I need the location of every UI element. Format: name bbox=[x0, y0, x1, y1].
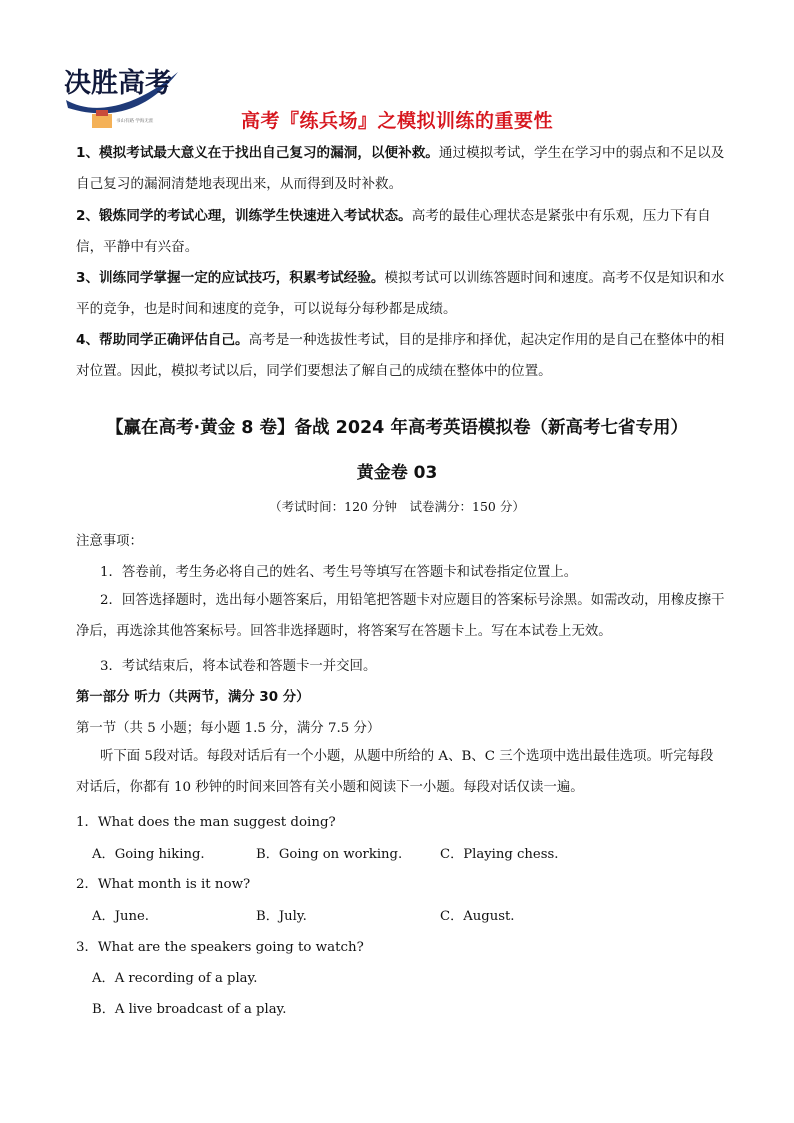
question-2-stem: 2．What month is it now? bbox=[76, 877, 251, 892]
question-3-stem: 3．What are the speakers going to watch? bbox=[76, 940, 364, 955]
notes-item-2: 2．回答选择题时，选出每小题答案后，用铅笔把答题卡对应题目的答案标号涂黑。如需改动，用橡皮擦干净后，再选涂其他答案标号。回答非选择题时，将答案写在答题卡上。写在本试卷上无效。 bbox=[76, 593, 725, 639]
section1-heading: 第一节（共 5 小题；每小题 1.5 分，满分 7.5 分） bbox=[76, 721, 381, 736]
question-3-option-a: A．A recording of a play. bbox=[92, 971, 258, 986]
section1-instructions: 听下面 5段对话。每段对话后有一个小题，从题中所给的 A、B、C 三个选项中选出最佳选项。听完每段对话后，你都有 10 秒钟的时间来回答有关小题和阅读下一小题。每段对话仅读一遍。 bbox=[76, 749, 714, 795]
question-3-option-b: B．A live broadcast of a play. bbox=[92, 1002, 287, 1017]
part1-heading: 第一部分 听力（共两节，满分 30 分） bbox=[76, 690, 310, 705]
importance-point-4: 4、帮助同学正确评估自己。高考是一种选拔性考试，目的是排序和择优，起决定作用的是自己在整体中的相对位置。因此，模拟考试以后，同学们要想法了解自己的成绩在整体中的位置。 bbox=[76, 332, 725, 379]
exam-time-info: （考试时间：120 分钟 试卷满分：150 分） bbox=[269, 499, 525, 514]
logo-tagline: 书山有路 学海无涯 bbox=[116, 119, 154, 124]
exam-subtitle: 黄金卷 03 bbox=[356, 463, 438, 483]
importance-point-3: 3、训练同学掌握一定的应试技巧，积累考试经验。模拟考试可以训练答题时间和速度。高考不仅是知识和水平的竞争，也是时间和速度的竞争，可以说每分每秒都是成绩。 bbox=[76, 270, 725, 317]
importance-point-2: 2、锻炼同学的考试心理，训练学生快速进入考试状态。高考的最佳心理状态是紧张中有乐观，压力下有自信，平静中有兴奋。 bbox=[76, 208, 711, 255]
importance-point-1: 1、模拟考试最大意义在于找出自己复习的漏洞，以便补救。通过模拟考试，学生在学习中的弱点和不足以及自己复习的漏洞清楚地表现出来，从而得到及时补救。 bbox=[76, 145, 725, 192]
question-1-stem: 1．What does the man suggest doing? bbox=[76, 815, 336, 830]
notes-heading: 注意事项： bbox=[76, 534, 143, 549]
question-1-option-c: C．Playing chess. bbox=[440, 847, 559, 862]
exam-title: 【赢在高考·黄金 8 卷】备战 2024 年高考英语模拟卷（新高考七省专用） bbox=[106, 418, 688, 438]
question-2-option-b: B．July. bbox=[256, 909, 307, 924]
notes-item-3: 3．考试结束后，将本试卷和答题卡一并交回。 bbox=[100, 659, 377, 674]
logo-text: 决胜高考 bbox=[64, 68, 172, 99]
question-2-option-c: C．August. bbox=[440, 909, 515, 924]
question-1-option-a: A．Going hiking. bbox=[92, 847, 205, 862]
notes-item-1: 1．答卷前，考生务必将自己的姓名、考生号等填写在答题卡和试卷指定位置上。 bbox=[100, 565, 578, 580]
question-1-option-b: B．Going on working. bbox=[256, 847, 403, 862]
question-2-option-a: A．June. bbox=[92, 909, 149, 924]
banner-title: 高考『练兵场』之模拟训练的重要性 bbox=[240, 110, 553, 132]
